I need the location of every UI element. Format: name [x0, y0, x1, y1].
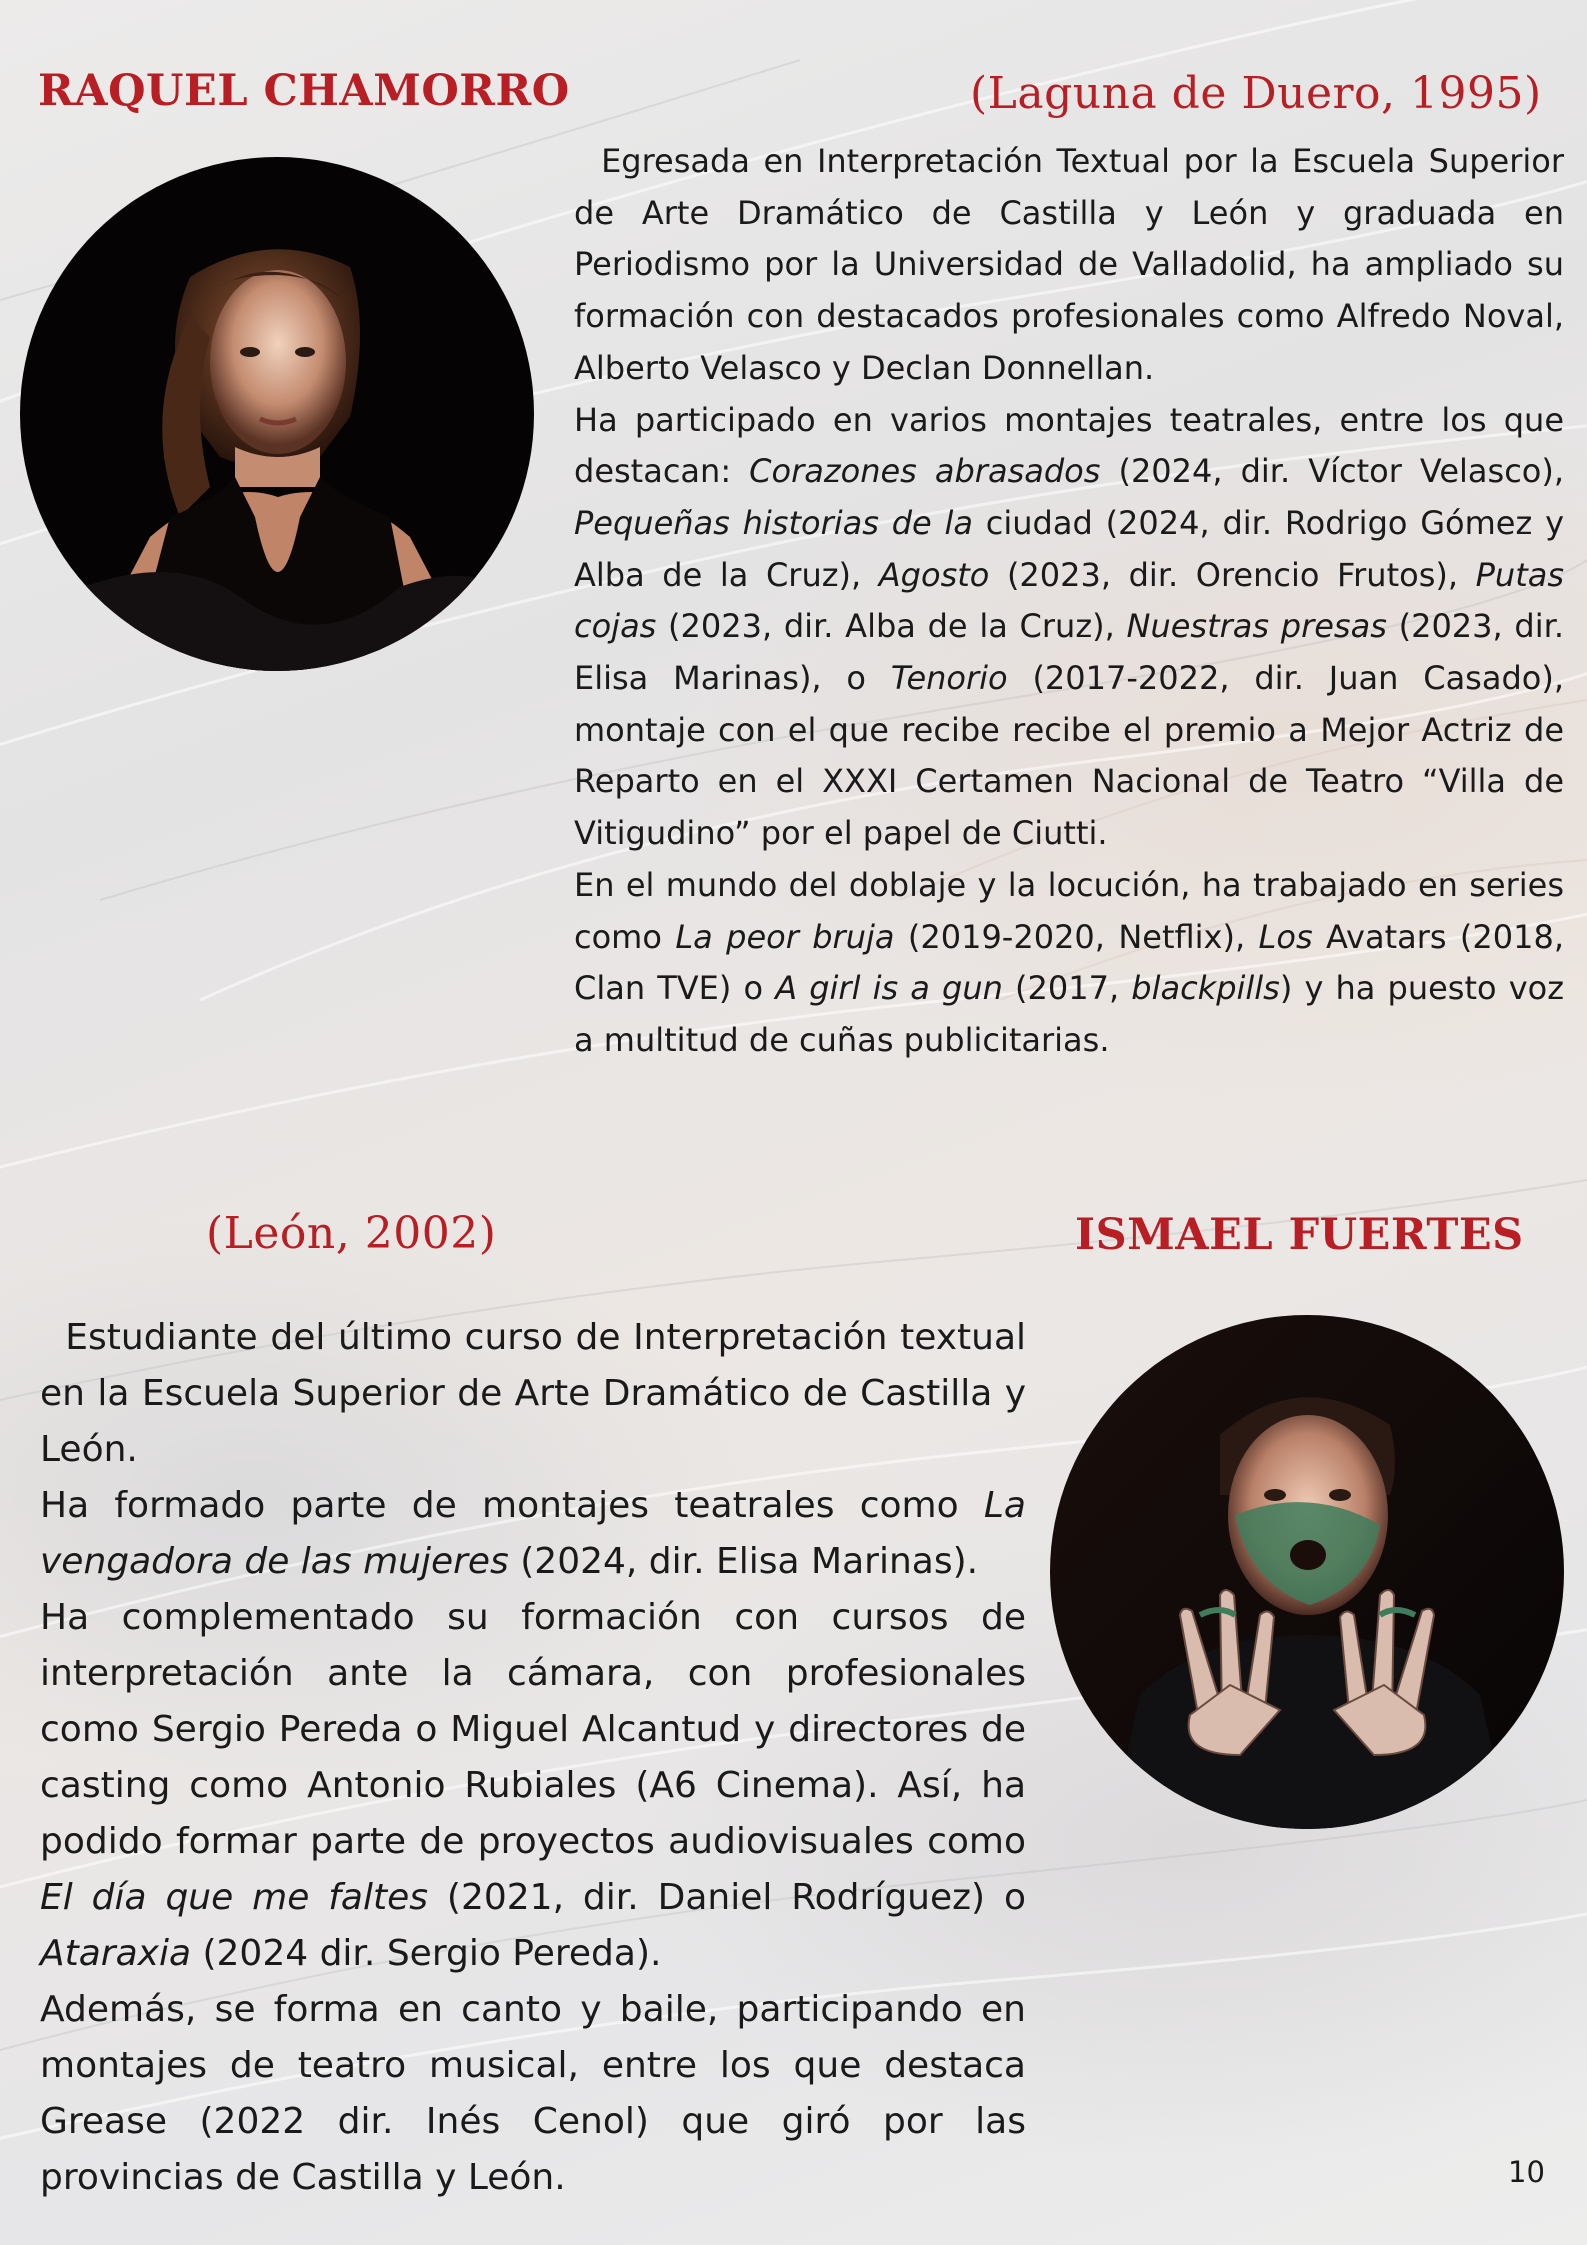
page-number: 10 [1508, 2155, 1545, 2189]
work-title: Corazones abrasados [749, 452, 1101, 491]
profile-bio [574, 136, 1575, 1067]
bio-text: Ha complementado su formación con cursos de interpretación ante la cámara, con profesionales como Sergio Pereda o Miguel Alcantud y directores de casting como Antonio Rubiales (A6 Cinema). Así, ha podido formar parte de proyectos audiovisuales como [40, 1597, 1026, 1862]
bio-text: (2024 dir. Sergio Pereda). [191, 1933, 662, 1974]
work-title: Los [1258, 917, 1313, 956]
work-title: El día que me faltes [40, 1877, 429, 1918]
bio-paragraph [40, 1590, 1026, 1982]
bio-text: (2024, dir. Víctor Velasco), [1100, 452, 1565, 491]
work-title: Pequeñas historias de la [574, 503, 973, 542]
profile-name: ISMAEL FUERTES [1075, 1210, 1524, 1260]
bio-paragraph [40, 1478, 1026, 1590]
work-title: blackpills [1131, 969, 1280, 1008]
bio-text: En el mundo del doblaje y la locución, ha trabajado en series como [574, 865, 1564, 956]
profile-name: RAQUEL CHAMORRO [38, 66, 570, 116]
work-title: Nuestras presas [1126, 607, 1387, 646]
work-title: Agosto [878, 555, 990, 594]
bio-paragraph [574, 860, 1564, 1067]
bio-text: ciudad (2024, dir. Rodrigo Gómez y Alba de la Cruz), [574, 503, 1565, 594]
profile-bio [40, 1310, 1038, 2206]
portrait-photo [1050, 1315, 1564, 1829]
bio-text: Ha formado parte de montajes teatrales como [40, 1485, 984, 1526]
bio-text: (2017, [1002, 969, 1132, 1008]
bio-text: (2019-2020, Netflix), [894, 917, 1259, 956]
bio-text: (2024, dir. Elisa Marinas). [508, 1541, 979, 1582]
bio-text: (2023, dir. Orencio Frutos), [989, 555, 1476, 594]
bio-paragraph [574, 395, 1564, 860]
profile-origin: (Laguna de Duero, 1995) [970, 68, 1542, 119]
work-title: Ataraxia [40, 1933, 192, 1974]
portrait-image [20, 157, 534, 671]
work-title: La peor bruja [675, 917, 895, 956]
bio-text: (2023, dir. Elisa Marinas), o [574, 607, 1565, 698]
bio-text: (2023, dir. Alba de la Cruz), [656, 607, 1127, 646]
bio-text: Avatars (2018, Clan TVE) o [574, 917, 1565, 1008]
bio-text: (2017-2022, dir. Juan Casado), montaje con el que recibe recibe el premio a Mejor Actriz de Reparto en el XXXI Certamen Nacional de Teatro “Villa de Vitigudino” por el papel de Ciutti. [574, 659, 1565, 853]
portrait-photo [20, 157, 534, 671]
bio-paragraph: Además, se forma en canto y baile, participando en montajes de teatro musical, entre los que destaca Grease (2022 dir. Inés Cenol) que giró por las provincias de Castilla y León. [40, 1989, 1026, 2198]
bio-text: ) y ha puesto voz a multitud de cuñas publicitarias. [574, 969, 1565, 1059]
bio-paragraph: Egresada en Interpretación Textual por la Escuela Superior de Arte Dramático de Castilla y León y graduada en Periodismo por la Universidad de Valladolid, ha ampliado su formación con destacados profesionales como Alfredo Noval, Alberto Velasco y Declan Donnellan. [574, 142, 1575, 387]
work-title: A girl is a gun [775, 969, 1003, 1008]
work-title: Tenorio [890, 659, 1008, 698]
bio-paragraph: Estudiante del último curso de Interpretación textual en la Escuela Superior de Arte Dramático de Castilla y León. [40, 1317, 1038, 1470]
work-title: La vengadora de las mujeres [40, 1485, 1026, 1582]
bio-text: Ha participado en varios montajes teatrales, entre los que destacan: [574, 400, 1564, 491]
bio-text: (2021, dir. Daniel Rodríguez) o [428, 1877, 1026, 1918]
profile-origin: (León, 2002) [206, 1208, 497, 1259]
work-title: Putas cojas [574, 555, 1565, 646]
portrait-image [1050, 1315, 1564, 1829]
